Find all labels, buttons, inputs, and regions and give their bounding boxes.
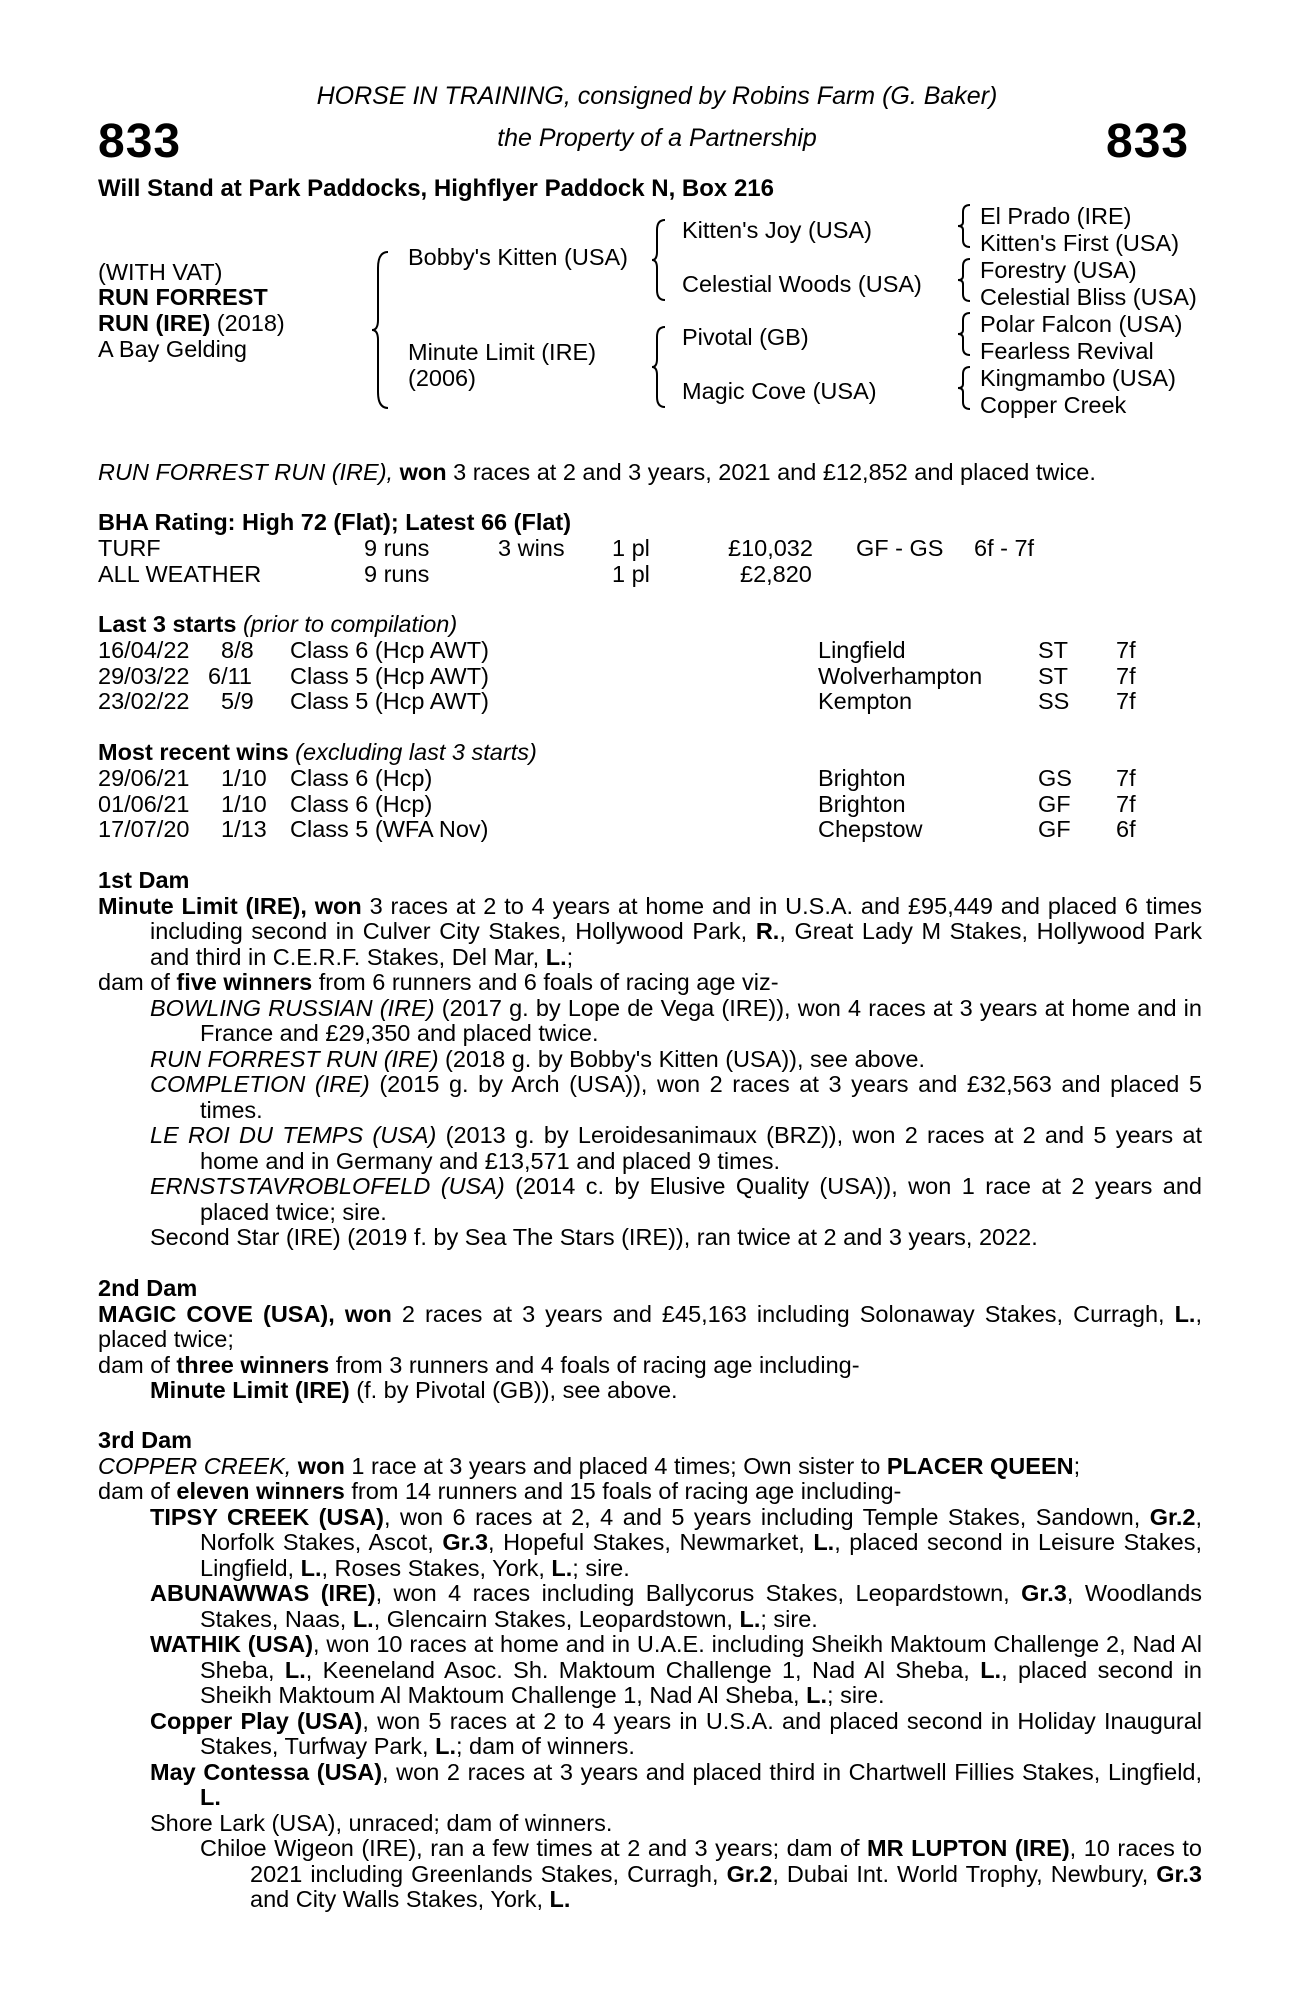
gen3-dds: Kingmambo (USA) bbox=[980, 365, 1176, 391]
rating-wins: 3 wins bbox=[498, 535, 565, 561]
dam-of-line: dam of three winners from 3 runners and 4 foals of racing age including- bbox=[98, 1351, 860, 1378]
gen3-sdd: Celestial Bliss (USA) bbox=[980, 284, 1197, 310]
rating-surface: TURF bbox=[98, 535, 161, 561]
progeny-item: WATHIK (USA), won 10 races at home and in U.A.E. including Sheikh Maktoum Challenge 2, Nad Al Sheba, L., Keeneland Asoc. Sh. Maktoum Challenge 1, Nad Al Sheba, L., placed second in Sheikh Maktoum Al Maktoum Challenge 1, Nad Al Sheba, L.; sire. bbox=[150, 1631, 1203, 1708]
gen3-brace-1 bbox=[958, 203, 972, 249]
gen3-brace-2 bbox=[958, 257, 972, 303]
progeny-item: Second Star (IRE) (2019 f. by Sea The Stars (IRE)), ran twice at 2 and 3 years, 2022. bbox=[150, 1224, 1038, 1250]
grand-progeny-item: Chiloe Wigeon (IRE), ran a few times at 2 and 3 years; dam of MR LUPTON (IRE), 10 races to 2021 including Greenlands Stakes, Curragh, Gr.2, Dubai Int. World Trophy, Newbury, Gr.3 and City Walls Stakes, York, L. bbox=[200, 1835, 1202, 1912]
progeny-item: TIPSY CREEK (USA), won 6 races at 2, 4 and 5 years including Temple Stakes, Sandown, Gr.2, Norfolk Stakes, Ascot, Gr.3, Hopeful Stakes, Newmarket, L., placed second in Leisure Stakes, Lingfield, L., Roses Stakes, York, L.; sire. bbox=[150, 1503, 1203, 1581]
gen3-sds: Forestry (USA) bbox=[980, 257, 1137, 283]
rating-prize: £2,820 bbox=[740, 560, 812, 587]
gen3-dss: Polar Falcon (USA) bbox=[980, 311, 1183, 337]
gen3-dsd: Fearless Revival bbox=[980, 338, 1154, 364]
sire-dam: Celestial Woods (USA) bbox=[682, 271, 922, 297]
dam-of-line: dam of eleven winners from 14 runners and 15 foals of racing age including- bbox=[98, 1478, 902, 1504]
property-line: the Property of a Partnership bbox=[497, 124, 817, 152]
second-dam-section bbox=[98, 1276, 1202, 1404]
gen3-ddd: Copper Creek bbox=[980, 392, 1127, 418]
progeny-item: Minute Limit (IRE) (f. by Pivotal (GB)), see above. bbox=[150, 1377, 678, 1403]
progeny-item: ABUNAWWAS (IRE), won 4 races including Ballycorus Stakes, Leopardstown, Gr.3, Woodlands Stakes, Naas, L., Glencairn Stakes, Leopardstown, L.; sire. bbox=[150, 1580, 1203, 1632]
rating-runs: 9 runs bbox=[364, 535, 430, 561]
wins-title: Most recent wins (excluding last 3 starts) bbox=[98, 739, 537, 765]
rating-distance: 6f - 7f bbox=[974, 535, 1035, 561]
first-dam-section bbox=[98, 868, 1202, 1251]
rating-going: GF - GS bbox=[856, 535, 944, 561]
progeny-item: BOWLING RUSSIAN (IRE) (2017 g. by Lope de Vega (IRE)), won 4 races at 3 years at home and in France and £29,350 and placed twice. bbox=[150, 994, 1202, 1046]
bha-rating-title: BHA Rating: High 72 (Flat); Latest 66 (Flat) bbox=[98, 509, 572, 535]
dam-record: MAGIC COVE (USA), won 2 races at 3 years and £45,163 including Solonaway Stakes, Curragh, L., placed twice; bbox=[98, 1300, 1202, 1352]
gen3-ssd: Kitten's First (USA) bbox=[980, 230, 1180, 256]
progeny-item: May Contessa (USA), won 2 races at 3 years and placed third in Chartwell Fillies Stakes, Lingfield, L. bbox=[150, 1758, 1203, 1810]
sire-name: Bobby's Kitten (USA) bbox=[408, 244, 628, 270]
consignor-line: HORSE IN TRAINING, consigned by Robins Farm (G. Baker) bbox=[316, 82, 998, 110]
gen3-brace-3 bbox=[958, 311, 972, 357]
section-heading: 2nd Dam bbox=[98, 1275, 198, 1301]
rating-runs: 9 runs bbox=[364, 560, 430, 587]
dam-sire: Pivotal (GB) bbox=[682, 324, 809, 350]
dam-dam: Magic Cove (USA) bbox=[682, 378, 877, 404]
main-brace bbox=[372, 250, 392, 410]
dam-brace bbox=[652, 325, 668, 409]
vat-note: (WITH VAT) bbox=[98, 259, 223, 285]
rating-surface: ALL WEATHER bbox=[98, 560, 262, 587]
dam-record: COPPER CREEK, won 1 race at 3 years and placed 4 times; Own sister to PLACER QUEEN; bbox=[98, 1452, 1081, 1479]
sire-brace bbox=[652, 218, 668, 302]
progeny-item: LE ROI DU TEMPS (USA) (2013 g. by Leroidesanimaux (BRZ)), won 2 races at 2 and 5 years at home and in Germany and £13,571 and placed 9 times. bbox=[150, 1122, 1203, 1174]
third-dam-section bbox=[98, 1428, 1202, 1913]
progeny-item: Copper Play (USA), won 5 races at 2 to 4 years in U.S.A. and placed second in Holiday Inaugural Stakes, Turfway Park, L.; dam of winners. bbox=[150, 1707, 1202, 1759]
gen3-sss: El Prado (IRE) bbox=[980, 203, 1132, 229]
lot-number-right: 833 bbox=[1106, 115, 1190, 168]
race-summary: RUN FORREST RUN (IRE), won 3 races at 2 and 3 years, 2021 and £12,852 and placed twice. bbox=[98, 459, 1096, 485]
horse-name-line1: RUN FORREST bbox=[98, 284, 268, 310]
dam-record: Minute Limit (IRE), won 3 races at 2 to 4 years at home and in U.S.A. and £95,449 and placed 6 times including second in Culver City Stakes, Hollywood Park, R., Great Lady M Stakes, Hollywood Park and third in C.E.R.F. Stakes, Del Mar, L.; bbox=[98, 892, 1202, 970]
progeny-item: COMPLETION (IRE) (2015 g. by Arch (USA)), won 2 races at 3 years and £32,563 and placed 5 times. bbox=[150, 1071, 1203, 1123]
gen3-brace-4 bbox=[958, 365, 972, 411]
rating-prize: £10,032 bbox=[728, 535, 813, 561]
progeny-item: ERNSTSTAVROBLOFELD (USA) (2014 c. by Elusive Quality (USA)), won 1 race at 2 years and placed twice; sire. bbox=[150, 1173, 1202, 1225]
progeny-item: Shore Lark (USA), unraced; dam of winners. bbox=[150, 1809, 613, 1836]
stand-location: Will Stand at Park Paddocks, Highflyer Paddock N, Box 216 bbox=[98, 175, 774, 202]
last3-title: Last 3 starts (prior to compilation) bbox=[98, 611, 458, 637]
rating-placed: 1 pl bbox=[612, 535, 650, 561]
dam-year: (2006) bbox=[408, 365, 476, 391]
sire-sire: Kitten's Joy (USA) bbox=[682, 217, 872, 243]
rating-placed: 1 pl bbox=[612, 560, 650, 587]
dam-of-line: dam of five winners from 6 runners and 6 foals of racing age viz- bbox=[98, 969, 779, 995]
section-heading: 3rd Dam bbox=[98, 1427, 193, 1453]
horse-name-line2: RUN (IRE) (2018) bbox=[98, 310, 285, 336]
section-heading: 1st Dam bbox=[98, 867, 190, 893]
horse-description: A Bay Gelding bbox=[98, 336, 247, 362]
progeny-item: RUN FORREST RUN (IRE) (2018 g. by Bobby's Kitten (USA)), see above. bbox=[150, 1045, 926, 1072]
lot-number-left: 833 bbox=[98, 115, 182, 168]
dam-name: Minute Limit (IRE) bbox=[408, 339, 597, 365]
